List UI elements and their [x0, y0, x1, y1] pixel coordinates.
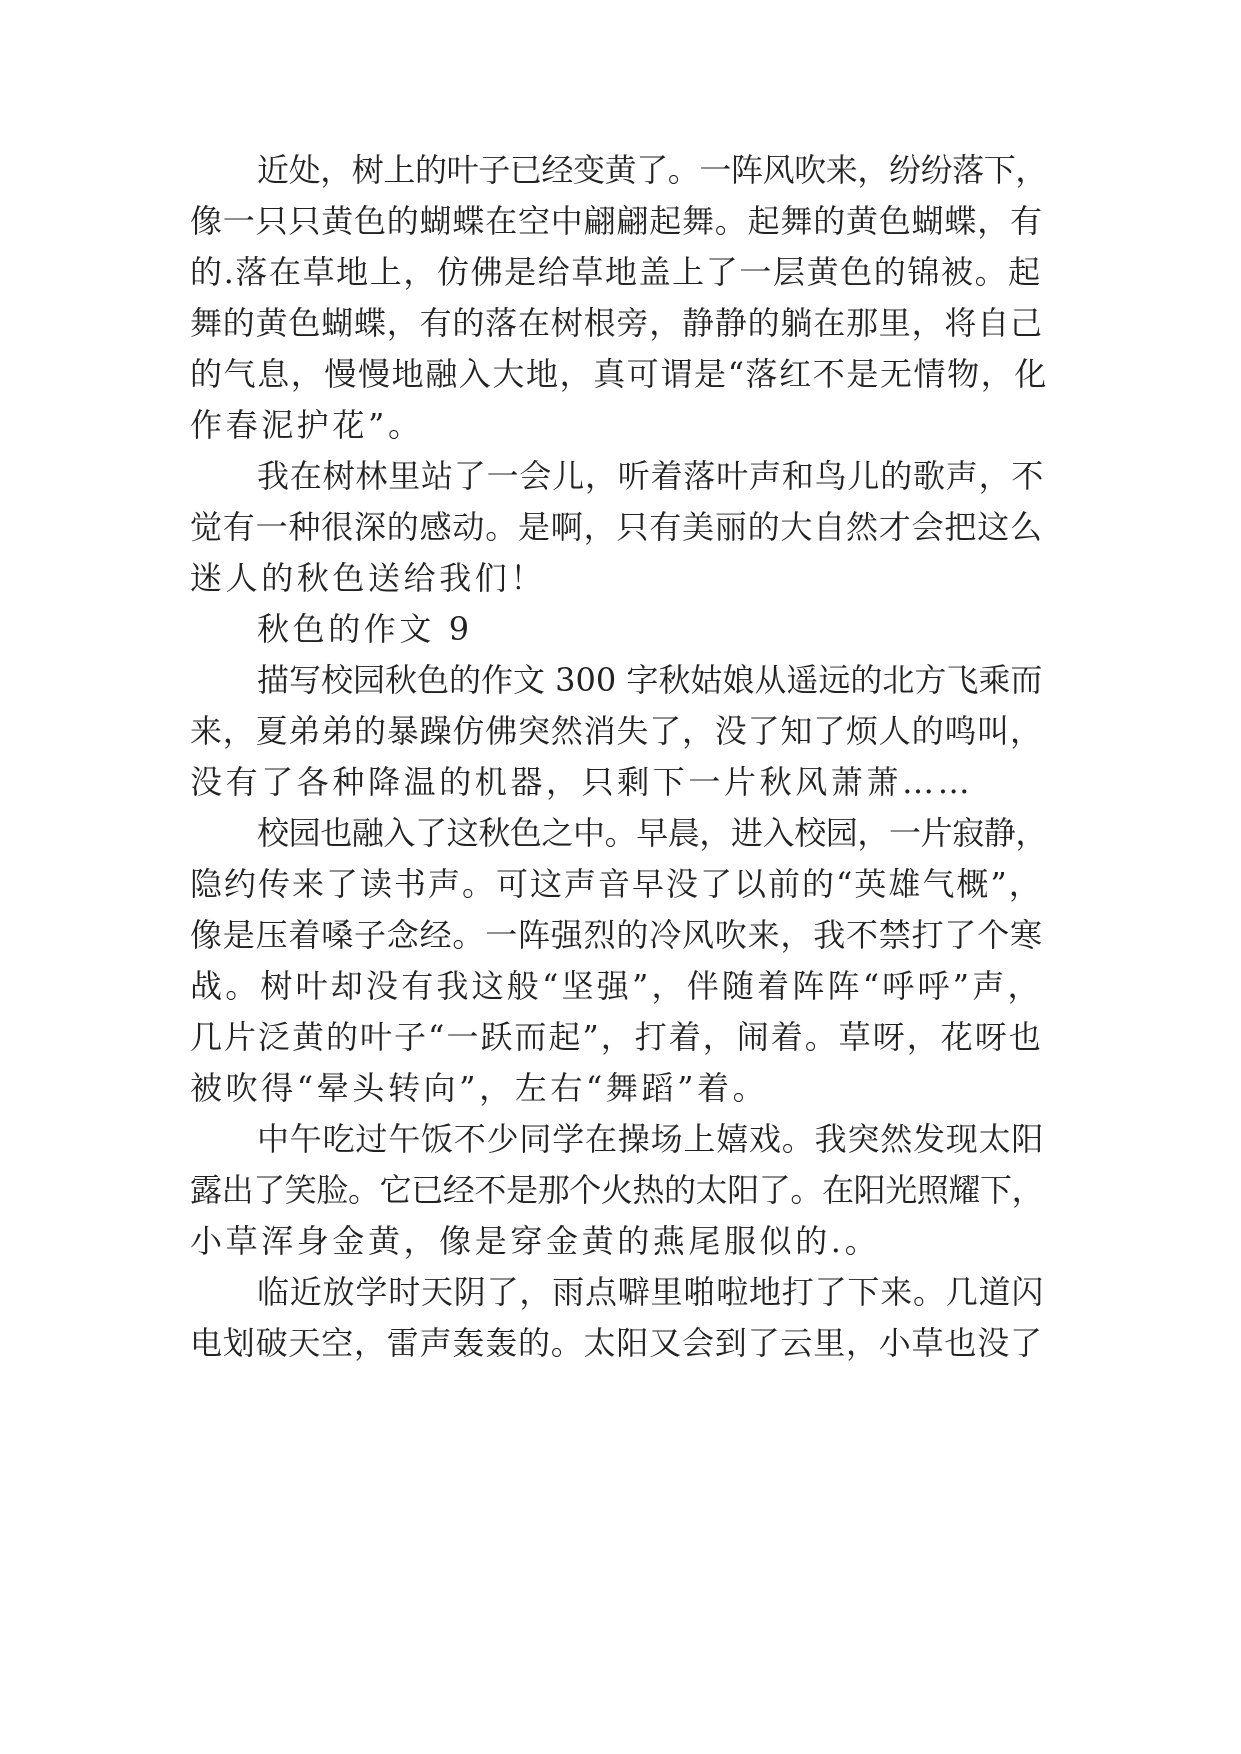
text-line: 觉有一种很深的感动。是啊，只有美丽的大自然才会把这么: [190, 508, 1043, 546]
text-line: 迷人的秋色送给我们！: [190, 559, 547, 597]
text-line: 的气息，慢慢地融入大地，真可谓是“落红不是无情物，化: [190, 355, 1048, 393]
text-line: 校园也融入了这秋色之中。早晨，进入校园，一片寂静，: [257, 814, 1048, 852]
text-line: 舞的黄色蝴蝶，有的落在树根旁，静静的躺在那里，将自己: [190, 304, 1043, 342]
text-line: 隐约传来了读书声。可这声音早没了以前的“英雄气概”，: [190, 865, 1043, 903]
text-line: 的.落在草地上，仿佛是给草地盖上了一层黄色的锦被。起: [190, 253, 1042, 291]
text-line: 作春泥护花”。: [190, 406, 424, 444]
text-line: 像一只只黄色的蝴蝶在空中翩翩起舞。起舞的黄色蝴蝶，有: [190, 202, 1043, 240]
text-line: 电划破天空，雷声轰轰的。太阳又会到了云里，小草也没了: [190, 1324, 1043, 1362]
text-line: 像是压着嗓子念经。一阵强烈的冷风吹来，我不禁打了个寒: [190, 916, 1043, 954]
text-line: 被吹得“晕头转向”，左右“舞蹈”着。: [190, 1069, 769, 1107]
text-line: 来，夏弟弟的暴躁仿佛突然消失了，没了知了烦人的鸣叫，: [190, 712, 1043, 750]
section-heading: 秋色的作文 9: [257, 610, 473, 648]
text-line: 几片泛黄的叶子“一跃而起”，打着，闹着。草呀，花呀也: [190, 1018, 1043, 1056]
text-line: 我在树林里站了一会儿，听着落叶声和鸟儿的歌声，不: [257, 457, 1045, 495]
text-line: 近处，树上的叶子已经变黄了。一阵风吹来，纷纷落下，: [257, 151, 1048, 189]
text-line: 没有了各种降温的机器，只剩下一片秋风萧萧……: [190, 763, 974, 801]
text-line: 小草浑身金黄，像是穿金黄的燕尾服似的.。: [190, 1222, 881, 1260]
text-line: 露出了笑脸。它已经不是那个火热的太阳了。在阳光照耀下，: [190, 1171, 1044, 1209]
text-line: 临近放学时天阴了，雨点噼里啪啦地打了下来。几道闪: [257, 1273, 1045, 1311]
text-line: 描写校园秋色的作文 300 字秋姑娘从遥远的北方飞乘而: [257, 661, 1043, 699]
text-line: 战。树叶却没有我这般“坚强”，伴随着阵阵“呼呼”声，: [190, 967, 1043, 1005]
text-line: 中午吃过午饭不少同学在操场上嬉戏。我突然发现太阳: [257, 1120, 1045, 1158]
